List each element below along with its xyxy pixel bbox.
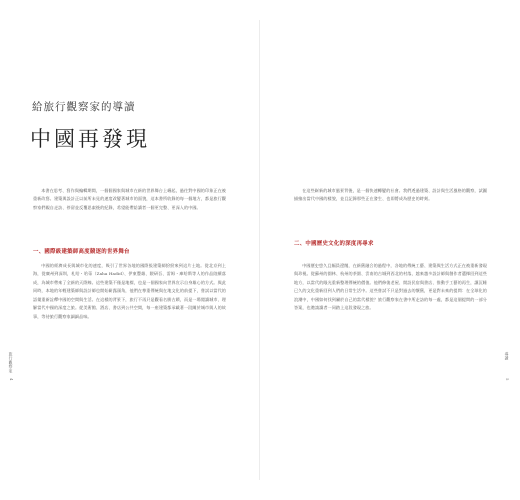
left-page: [0, 0, 259, 500]
intro-text: 本書在思考、寫作與編輯期間，一個個國家與城市在新的世界舞台上崛起，過往對中國的印象正在被重新改寫。建築與設計正以前所未見的速度改變著城市的面貌，這本書所收錄的每一個地方，都是旅行觀察家們親自走訪、停留並反覆思索後的紀錄，希望能帶給讀者一個更完整、更深入的中國。: [33, 188, 226, 210]
page-number-left: 4: [9, 378, 14, 381]
right-page: [260, 0, 520, 500]
section-heading-2: 二、中國歷史文化的深度再尋求: [294, 241, 374, 247]
continued-text: 在這些嶄新的城市風景背後，是一個快速轉變的社會。我們透過建築、設計與生活風格的觀察，試圖描繪出當代中國的樣貌，並且記錄那些正在發生、也即將成為歷史的時刻。: [294, 188, 487, 202]
section-body-2-text: 中國歷史悠久且幅員遼闊，在新舊融合的過程中，各地的傳統工藝、建築與生活方式正在被重新發現與珍視。從蘇州的園林、杭州的茶園、雲南的古城到西北的村落，越來越多設計師與創作者選擇回到這些地方，以當代的眼光重新整理傳統的價值。他們修復老屋、開設民宿與書店、推動手工藝的再生，讓沉睡已久的文化重新回到人們的日常生活中。這些嘗試不只是對過去的懷舊，更是對未來的提問：在全球化的浪潮中，中國如何找到屬於自己的當代樣貌？旅行觀察家在書中所走訪的每一處，都是這個提問的一部分答案，也邀請讀者一同踏上這段發現之旅。: [294, 263, 487, 311]
section-heading-1: 一、國際級建築師高度競逐的世界舞台: [33, 249, 130, 255]
section-body-1-text: 中國的經濟成長與城市化的速度，吸引了世界各地的國際級建築師紛紛來到這片土地。從北京到上海，從廣州到深圳，札哈・哈蒂（Zaha Hadid）、伊東豐雄、隈研吾、雷姆・庫哈斯等人的作品陸續落成，為城市帶來了全新的天際線。這些建築不僅是地標，也是一個國家向世界宣示自身雄心的方式。與此同時，本地的年輕建築師與設計師也開始嶄露頭角，他們在尊重傳統與在地文化的前提下，嘗試以當代的語彙重新詮釋中國的空間與生活。在這樣的背景下，旅行不再只是觀看名勝古蹟，而是一場閱讀城市、理解當代中國的深度之旅。從美術館、酒店、書店到公共空間，每一座建築都承載著一段關於城市與人的故事，等待旅行觀察家細細品味。: [33, 263, 226, 319]
section-body-1: [33, 262, 226, 416]
intro-paragraph: [33, 187, 226, 239]
section-body-2: [294, 262, 487, 416]
chapter-title: 中國再發現: [30, 127, 150, 151]
page-number-right: 5: [505, 378, 510, 381]
chapter-subtitle: 給旅行觀察家的導讀: [32, 101, 136, 113]
running-head-right: 導讀: [505, 352, 510, 361]
continued-paragraph: [294, 187, 487, 229]
running-head-left: 旅行觀察家: [9, 352, 14, 374]
